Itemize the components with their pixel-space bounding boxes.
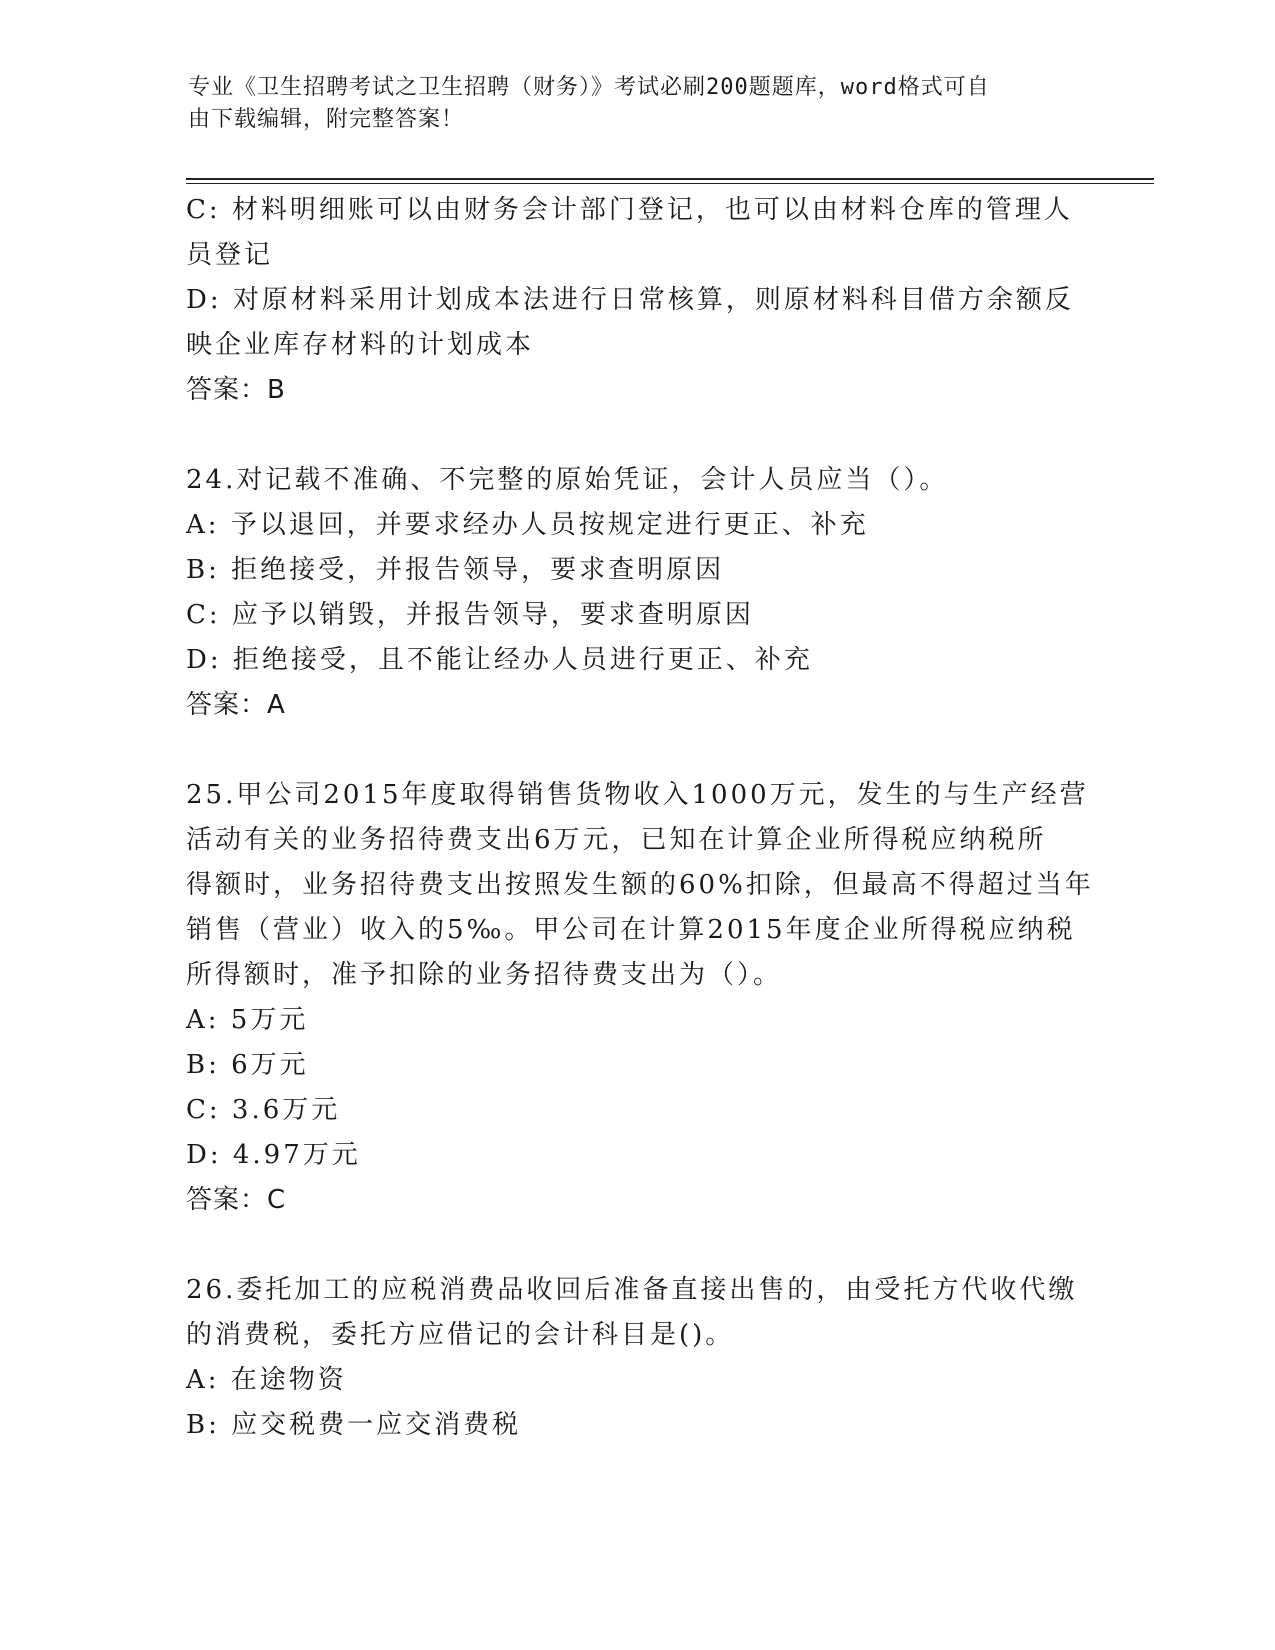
option-d: D: 4.97万元 (186, 1140, 361, 1170)
option-d-line-1: D: 对原材料采用计划成本法进行日常核算，则原材料科目借方余额反 (186, 285, 1074, 315)
option-b: B: 拒绝接受，并报告领导，要求查明原因 (186, 555, 725, 585)
spacer (186, 413, 1086, 458)
prev-question-block (186, 188, 1086, 413)
answer-line: 答案：A (186, 690, 286, 720)
option-d-line-2: 映企业库存材料的计划成本 (186, 330, 535, 360)
question-24-block (186, 458, 1086, 728)
header-line-2: 由下载编辑，附完整答案！ (188, 107, 465, 132)
question-stem-line-5: 所得额时，准予扣除的业务招待费支出为（）。 (186, 960, 783, 990)
question-stem-line-4: 销售（营业）收入的5‰。甲公司在计算2015年度企业所得税应纳税 (186, 915, 1076, 945)
question-stem-line-2: 的消费税，委托方应借记的会计科目是()。 (186, 1320, 735, 1350)
document-header (188, 72, 1088, 136)
option-c-line-1: C: 材料明细账可以由财务会计部门登记，也可以由材料仓库的管理人 (186, 195, 1073, 225)
option-b: B: 6万元 (186, 1050, 309, 1080)
header-rule-thin (186, 183, 1154, 184)
option-c-line-2: 员登记 (186, 240, 274, 270)
question-25-block (186, 773, 1094, 1223)
answer-line: 答案：C (186, 1185, 287, 1215)
option-c: C: 3.6万元 (186, 1095, 341, 1125)
option-a: A: 在途物资 (186, 1365, 347, 1395)
answer-line: 答案：B (186, 375, 286, 405)
question-content (186, 188, 1094, 1448)
spacer (186, 728, 1086, 773)
header-line-1: 专业《卫生招聘考试之卫生招聘（财务）》考试必刷200题题库，word格式可自 (188, 75, 990, 100)
question-stem-line-3: 得额时，业务招待费支出按照发生额的60%扣除，但最高不得超过当年 (186, 870, 1094, 900)
option-d: D: 拒绝接受，且不能让经办人员进行更正、补充 (186, 645, 813, 675)
option-a: A: 5万元 (186, 1005, 309, 1035)
header-rule-thick (186, 178, 1154, 180)
question-stem-line-2: 活动有关的业务招待费支出6万元，已知在计算企业所得税应纳税所 (186, 825, 1047, 855)
option-c: C: 应予以销毁，并报告领导，要求查明原因 (186, 600, 754, 630)
spacer (186, 1223, 1086, 1268)
question-stem: 24.对记载不准确、不完整的原始凭证，会计人员应当（）。 (186, 465, 949, 495)
option-a: A: 予以退回，并要求经办人员按规定进行更正、补充 (186, 510, 869, 540)
question-stem-line-1: 26.委托加工的应税消费品收回后准备直接出售的，由受托方代收代缴 (186, 1275, 1078, 1305)
option-b: B: 应交税费一应交消费税 (186, 1410, 522, 1440)
question-stem-line-1: 25.甲公司2015年度取得销售货物收入1000万元，发生的与生产经营 (186, 780, 1089, 810)
question-26-block (186, 1268, 1086, 1448)
